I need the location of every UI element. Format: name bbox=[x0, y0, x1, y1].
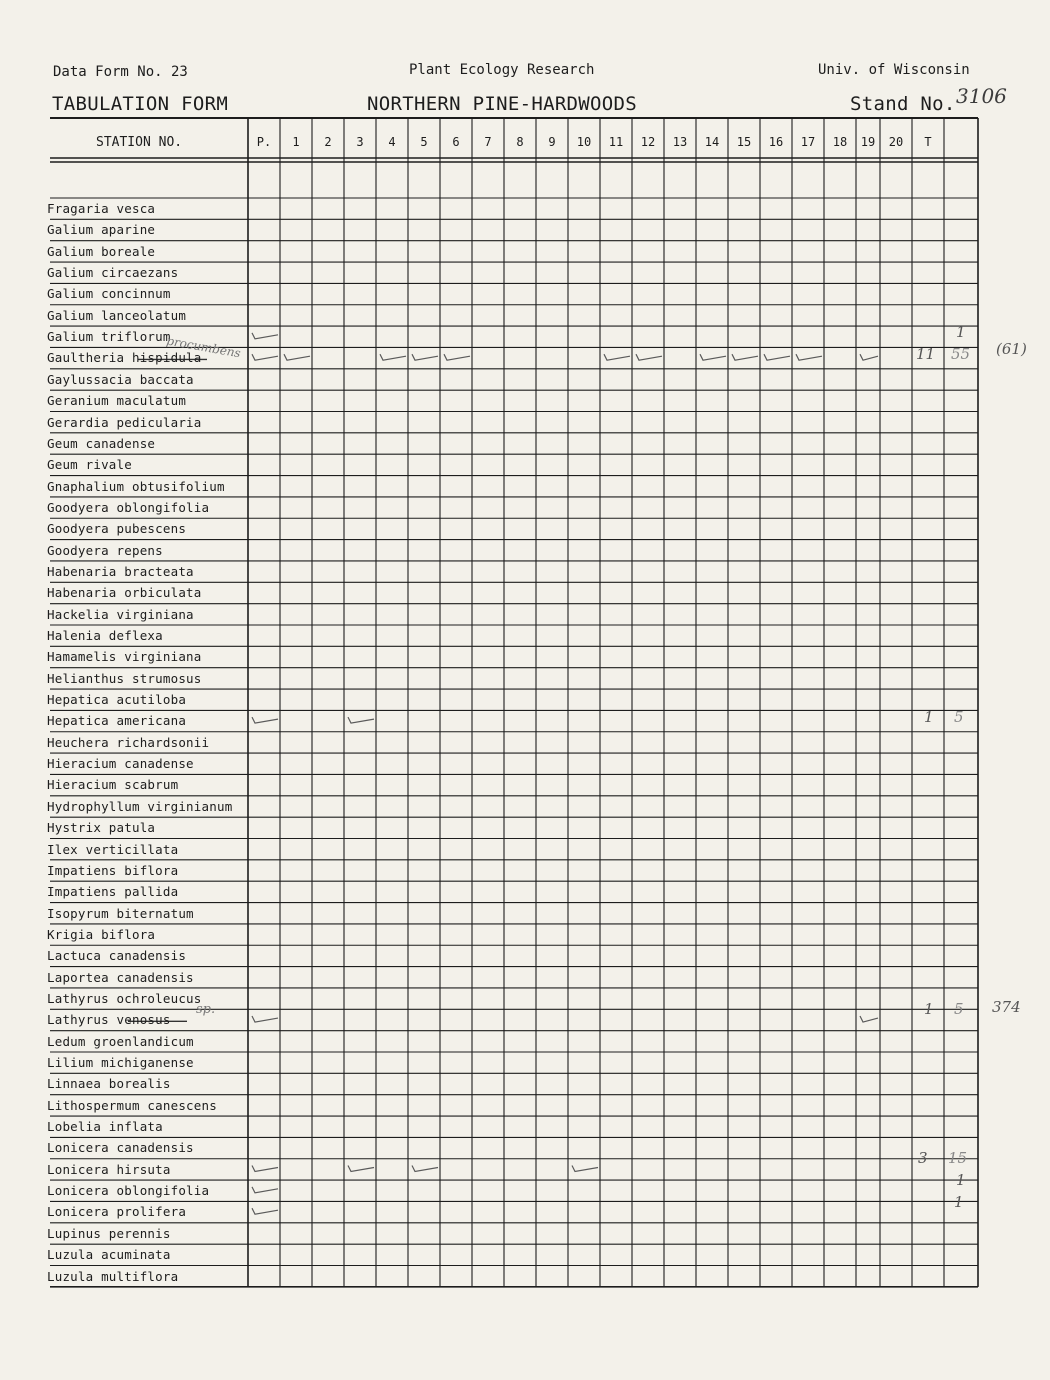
column-header: 16 bbox=[768, 135, 784, 149]
galium-triflorum-percent: 1 bbox=[956, 323, 966, 341]
tally-mark bbox=[284, 354, 310, 360]
species-name: Galium boreale bbox=[47, 243, 156, 259]
species-name: Halenia deflexa bbox=[47, 628, 163, 643]
species-name: Fragaria vesca bbox=[47, 201, 156, 216]
column-header: 4 bbox=[388, 135, 396, 149]
species-name: Galium lanceolatum bbox=[47, 307, 187, 323]
species-name: Hydrophyllum virginianum bbox=[47, 798, 233, 814]
species-name: Galium triflorum bbox=[47, 329, 171, 345]
gaultheria-note: procumbens bbox=[165, 333, 242, 361]
column-header: 7 bbox=[484, 135, 492, 149]
lathyrus-note: sp. bbox=[196, 1002, 216, 1017]
species-name: Hystrix patula bbox=[47, 820, 156, 836]
species-name: Hepatica americana bbox=[47, 713, 187, 729]
column-header: T bbox=[924, 135, 932, 149]
lathyrus-percent: 5 bbox=[954, 1000, 964, 1018]
column-header: 17 bbox=[800, 135, 816, 149]
gaultheria-percent: 55 bbox=[951, 345, 971, 363]
species-name: Impatiens biflora bbox=[47, 862, 179, 878]
species-name: Laportea canadensis bbox=[47, 969, 194, 985]
tally-mark bbox=[252, 333, 278, 339]
tally-mark bbox=[252, 1165, 278, 1171]
station-number-header: STATION NO. bbox=[96, 135, 183, 150]
column-header: 2 bbox=[324, 135, 332, 149]
column-header: 9 bbox=[548, 135, 556, 149]
tally-mark bbox=[860, 354, 878, 360]
tally-mark bbox=[252, 1208, 278, 1214]
species-name: Habenaria orbiculata bbox=[47, 585, 202, 601]
column-header: 14 bbox=[704, 135, 720, 149]
species-name: Krigia biflora bbox=[47, 926, 156, 942]
tally-mark bbox=[348, 1165, 374, 1171]
tally-mark bbox=[252, 717, 278, 723]
column-header: 15 bbox=[736, 135, 752, 149]
lonicera-hirsuta-percent: 15 bbox=[948, 1149, 968, 1167]
species-name: Lonicera hirsuta bbox=[47, 1161, 171, 1177]
form-title: TABULATION FORM bbox=[52, 93, 229, 115]
species-name: Galium circaezans bbox=[47, 265, 179, 281]
species-name: Lactuca canadensis bbox=[47, 948, 187, 964]
species-name: Lobelia inflata bbox=[47, 1119, 163, 1135]
species-name: Lathyrus ochroleucus bbox=[47, 990, 202, 1006]
species-name: Goodyera oblongifolia bbox=[47, 499, 210, 515]
column-header: 6 bbox=[452, 135, 460, 149]
tally-mark bbox=[636, 354, 662, 360]
tally-mark bbox=[252, 1187, 278, 1193]
university-heading: Univ. of Wisconsin bbox=[818, 62, 970, 78]
species-name: Heuchera richardsonii bbox=[47, 734, 210, 750]
column-header: 11 bbox=[608, 135, 624, 149]
species-name: Gaylussacia baccata bbox=[47, 371, 194, 387]
species-name: Goodyera pubescens bbox=[47, 521, 187, 537]
form-number: Data Form No. 23 bbox=[53, 64, 188, 80]
species-name: Helianthus strumosus bbox=[47, 670, 202, 686]
species-name: Geum rivale bbox=[47, 457, 132, 473]
species-name: Isopyrum biternatum bbox=[47, 905, 194, 921]
species-name: Luzula multiflora bbox=[47, 1268, 179, 1284]
stand-number: 3106 bbox=[956, 84, 1007, 108]
tally-mark bbox=[604, 354, 630, 360]
species-name: Goodyera repens bbox=[47, 542, 163, 558]
species-name: Galium concinnum bbox=[47, 286, 171, 302]
tally-mark bbox=[572, 1165, 598, 1171]
species-name: Hamamelis virginiana bbox=[47, 649, 202, 665]
tally-mark bbox=[732, 354, 758, 360]
tally-mark bbox=[252, 1016, 278, 1022]
column-header: 5 bbox=[420, 135, 428, 149]
hepatica-percent: 5 bbox=[954, 708, 964, 726]
tally-mark bbox=[252, 354, 278, 360]
species-name: Galium aparine bbox=[47, 222, 156, 238]
species-name: Lupinus perennis bbox=[47, 1225, 171, 1241]
species-name: Lonicera oblongifolia bbox=[47, 1183, 210, 1199]
tally-mark bbox=[348, 717, 374, 723]
species-name: Lonicera canadensis bbox=[47, 1140, 194, 1156]
column-header: 3 bbox=[356, 135, 364, 149]
species-name: Linnaea borealis bbox=[47, 1076, 171, 1092]
lathyrus-extra: 374 bbox=[992, 998, 1021, 1016]
gaultheria-total: 11 bbox=[916, 345, 936, 363]
lonicera-oblongifolia-percent: 1 bbox=[956, 1171, 966, 1189]
species-name: Habenaria bracteata bbox=[47, 563, 194, 579]
species-name: Lathyrus venosus bbox=[47, 1012, 171, 1028]
column-header: 10 bbox=[576, 135, 592, 149]
lonicera-prolifera-percent: 1 bbox=[954, 1193, 964, 1211]
stand-label: Stand No. bbox=[850, 93, 956, 115]
column-header: 13 bbox=[672, 135, 688, 149]
species-name: Hackelia virginiana bbox=[47, 606, 194, 622]
forest-type-title: NORTHERN PINE-HARDWOODS bbox=[367, 93, 637, 115]
species-name: Geum canadense bbox=[47, 435, 156, 451]
tally-mark bbox=[700, 354, 726, 360]
gaultheria-extra: (61) bbox=[996, 340, 1027, 358]
lonicera-hirsuta-total: 3 bbox=[918, 1149, 928, 1167]
species-name: Hieracium canadense bbox=[47, 756, 194, 772]
species-name: Ilex verticillata bbox=[47, 841, 179, 857]
tally-mark bbox=[796, 354, 822, 360]
column-header: P. bbox=[256, 135, 272, 149]
species-name: Geranium maculatum bbox=[47, 393, 187, 409]
hepatica-total: 1 bbox=[924, 708, 934, 726]
species-name: Impatiens pallida bbox=[47, 884, 179, 900]
species-name: Gaultheria hispidula bbox=[47, 350, 202, 366]
tally-mark bbox=[412, 354, 438, 360]
column-header: 8 bbox=[516, 135, 524, 149]
tally-mark bbox=[860, 1016, 878, 1022]
species-name: Lilium michiganense bbox=[47, 1055, 194, 1070]
research-heading: Plant Ecology Research bbox=[409, 62, 595, 78]
column-header: 1 bbox=[292, 135, 300, 149]
species-name: Luzula acuminata bbox=[47, 1247, 171, 1263]
species-name: Gerardia pedicularia bbox=[47, 414, 202, 430]
species-name: Hieracium scabrum bbox=[47, 777, 179, 793]
tally-mark bbox=[380, 354, 406, 360]
tally-mark bbox=[764, 354, 790, 360]
species-name: Hepatica acutiloba bbox=[47, 692, 187, 708]
column-header: 19 bbox=[860, 135, 876, 149]
tally-mark bbox=[412, 1165, 438, 1171]
species-name: Lonicera prolifera bbox=[47, 1204, 187, 1220]
column-header: 18 bbox=[832, 135, 848, 149]
column-header: 20 bbox=[888, 135, 904, 149]
species-name: Gnaphalium obtusifolium bbox=[47, 478, 225, 494]
species-name: Ledum groenlandicum bbox=[47, 1033, 194, 1049]
lathyrus-total: 1 bbox=[924, 1000, 934, 1018]
column-header: 12 bbox=[640, 135, 656, 149]
species-name: Lithospermum canescens bbox=[47, 1097, 217, 1113]
tally-mark bbox=[444, 354, 470, 360]
